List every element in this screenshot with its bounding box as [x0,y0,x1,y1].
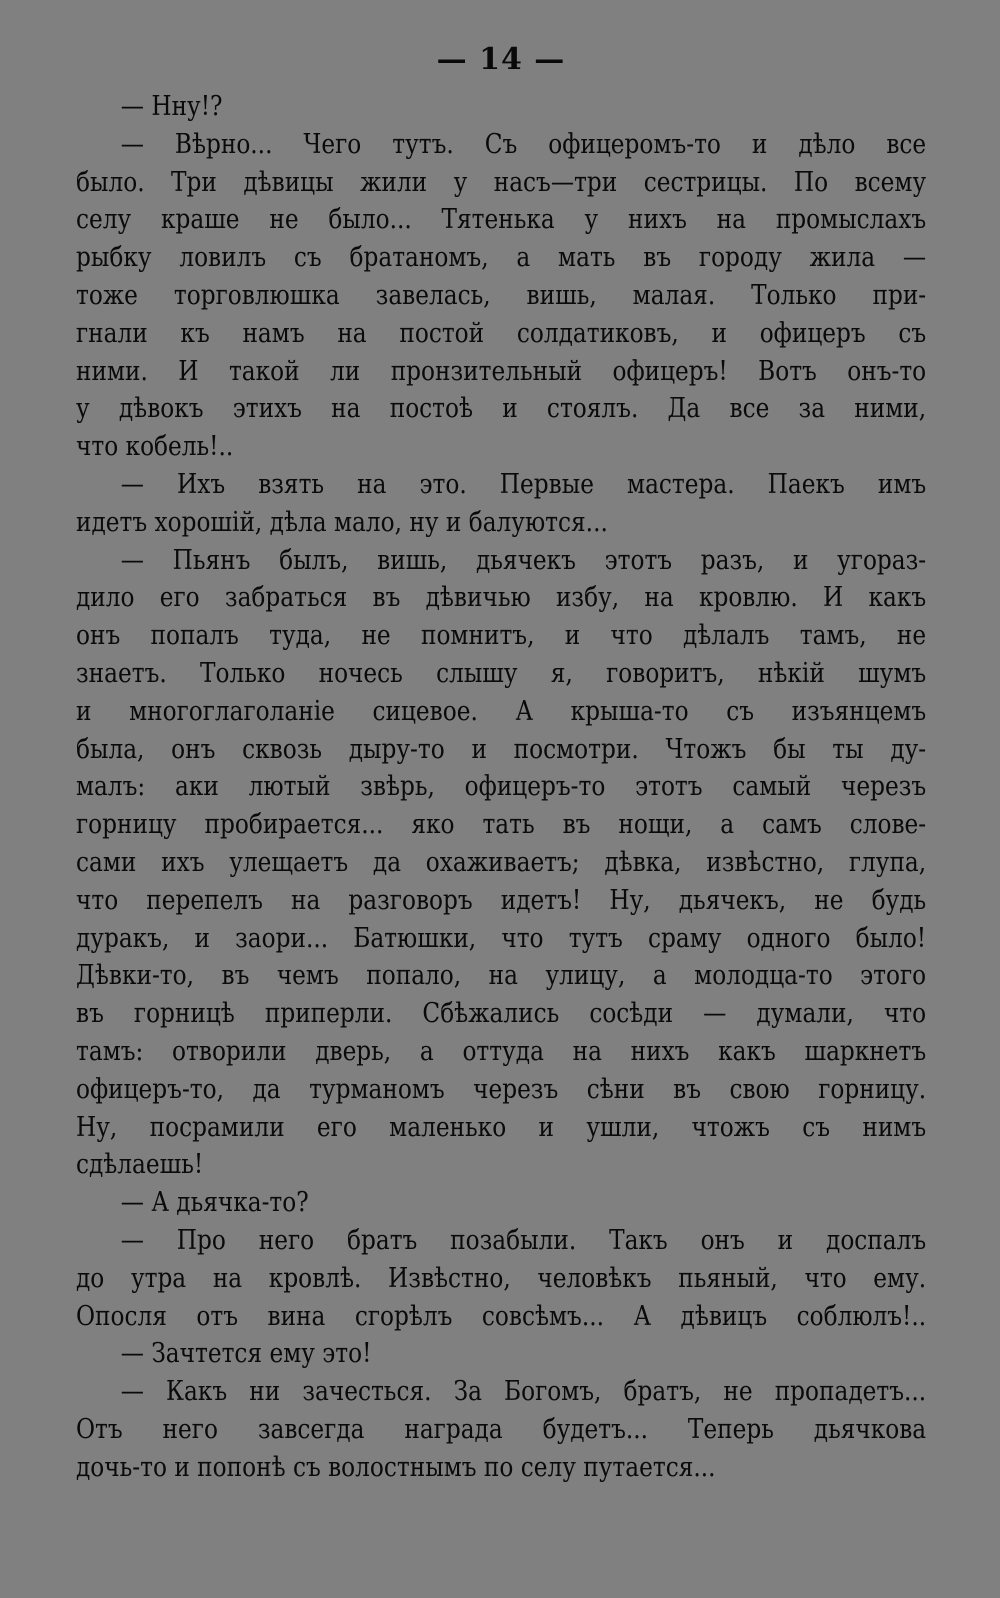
text-line: селу краше не было... Тятенька у нихъ на промыслахъ [76,204,927,236]
text-line: Отъ него завсегда награда будетъ... Теперь дьячкова [76,1413,927,1445]
text-line: сдѣлаешь! [76,1149,204,1181]
text-line: горницу пробирается... яко тать въ нощи, а самъ слове- [76,809,927,841]
text-line: малъ: аки лютый звѣрь, офицеръ-то этотъ самый черезъ [76,771,927,803]
text-line: рыбку ловилъ съ братаномъ, а мать въ городу жила — [76,242,927,274]
text-line: что перепелъ на разговоръ идетъ! Ну, дьячекъ, не будь [76,884,927,916]
text-line: — Зачтется ему это! [120,1338,372,1370]
text-line: дочь-то и попонѣ съ волостнымъ по селу путается... [76,1451,716,1483]
text-line: гнали къ намъ на постой солдатиковъ, и офицеръ съ [76,317,927,349]
text-line: сами ихъ улещаетъ да охаживаетъ; дѣвка, извѣстно, глупа, [76,846,927,878]
text-line: — Какъ ни зачесться. За Богомъ, братъ, не пропадетъ... [120,1376,927,1408]
text-line: въ горницѣ приперли. Сбѣжались сосѣди — думали, что [76,998,927,1030]
text-line: дуракъ, и заори... Батюшки, что тутъ сраму одного было! [76,922,927,954]
text-line: Дѣвки-то, въ чемъ попало, на улицу, а молодца-то этого [76,960,927,992]
text-line: онъ попалъ туда, не помнитъ, и что дѣлалъ тамъ, не [76,620,927,652]
text-line: было. Три дѣвицы жили у насъ—три сестрицы. По всему [76,166,927,198]
text-line: — А дьячка-то? [120,1187,309,1219]
text-line: тамъ: отворили дверь, а оттуда на нихъ какъ шаркнетъ [76,1035,927,1067]
book-page [76,40,926,1580]
text-line: знаетъ. Только ночесь слышу я, говоритъ, нѣкій шумъ [76,657,927,689]
text-line: — Пьянъ былъ, вишь, дьячекъ этотъ разъ, и угораз- [120,544,927,576]
text-line: тоже торговлюшка завелась, вишь, малая. Только при- [76,279,927,311]
page-number: — 14 — [436,42,566,77]
text-line: идетъ хорошій, дѣла мало, ну и балуются... [76,506,608,538]
text-line: Опосля отъ вина сгорѣлъ совсѣмъ... А дѣвицъ соблюлъ!.. [76,1300,927,1332]
text-line: — Ихъ взять на это. Первые мастера. Паекъ имъ [120,468,927,500]
text-line: дило его забраться въ дѣвичью избу, на кровлю. И какъ [76,582,927,614]
text-line: — Нну!? [120,91,223,122]
text-line: — Про него братъ позабыли. Такъ онъ и доспалъ [120,1224,927,1256]
text-line: у дѣвокъ этихъ на постоѣ и стоялъ. Да все за ними, [76,393,927,425]
text-line: до утра на кровлѣ. Извѣстно, человѣкъ пьяный, что ему. [76,1262,927,1294]
text-line: Ну, посрамили его маленько и ушли, чтожъ съ нимъ [76,1111,927,1143]
text-line: что кобель!.. [76,431,234,463]
text-line: офицеръ-то, да турманомъ черезъ сѣни въ свою горницу. [76,1073,927,1105]
text-line: и многоглаголаніе сицевое. А крыша-то съ изъянцемъ [76,695,927,727]
body-text [76,88,926,1486]
text-line: была, онъ сквозь дыру-то и посмотри. Чтожъ бы ты ду- [76,733,927,765]
text-line: ними. И такой ли пронзительный офицеръ! Вотъ онъ-то [76,355,927,387]
text-line: — Вѣрно... Чего тутъ. Съ офицеромъ-то и дѣло все [120,128,927,160]
